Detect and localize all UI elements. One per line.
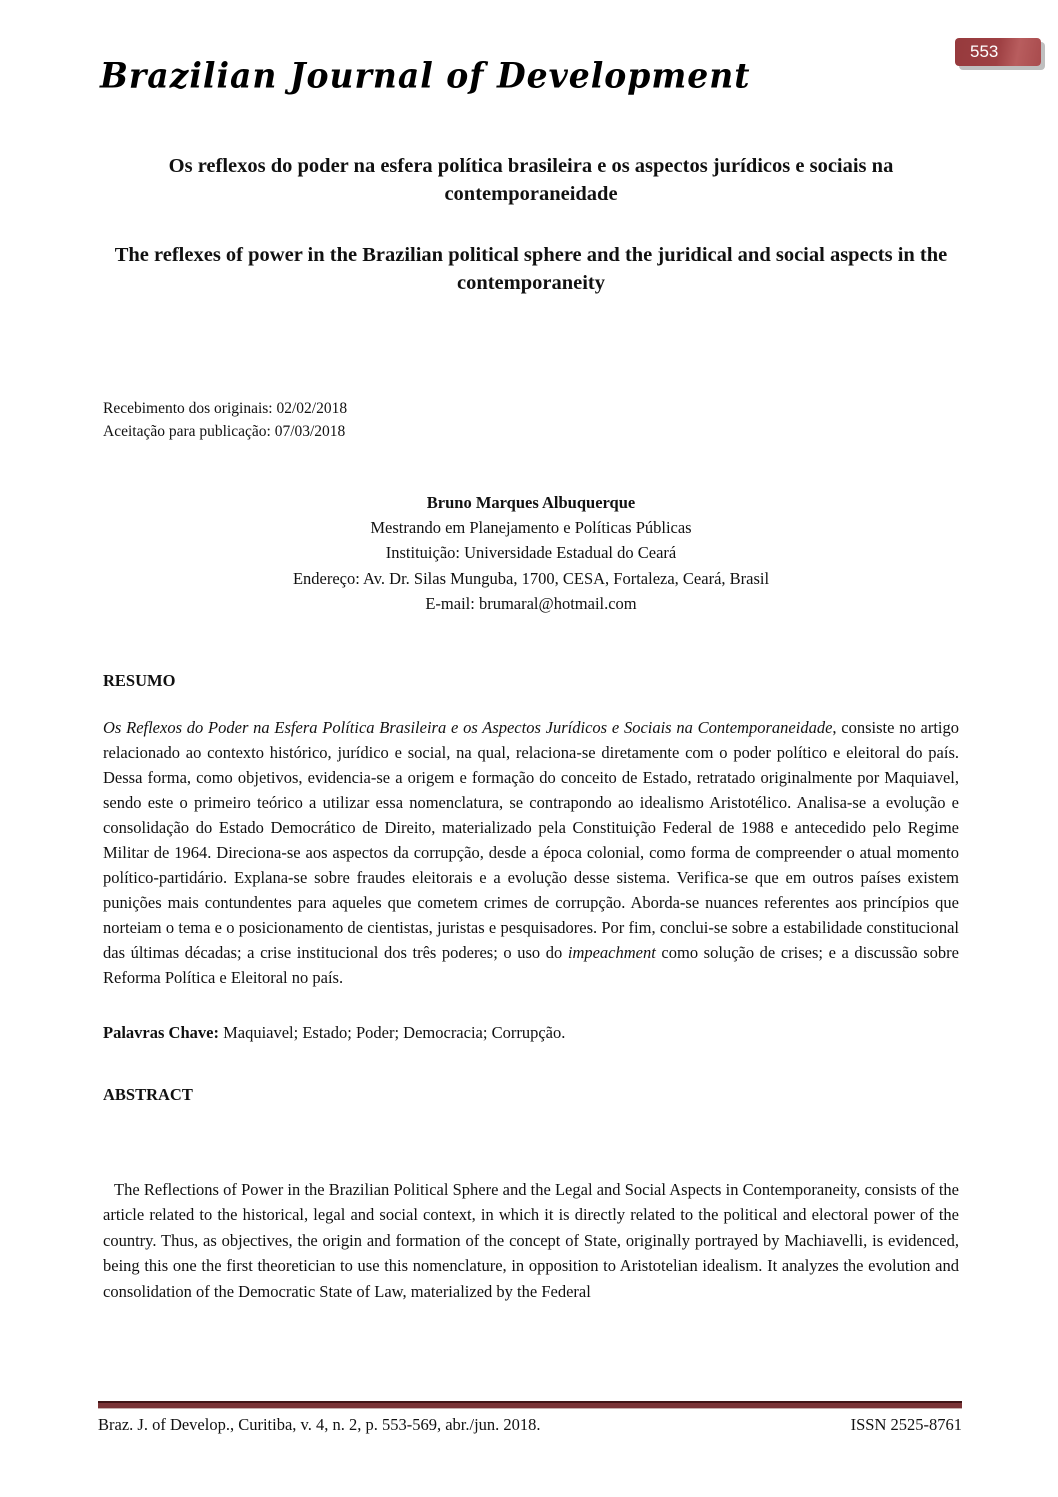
impeachment-term: impeachment [567, 943, 656, 963]
resumo-body-2: como solução de crises; e a discussão sobre Reforma Política e Eleitoral no país. [103, 943, 960, 988]
resumo-lead-italic: Os Reflexos do Poder na Esfera Política Brasileira e os Aspectos Jurídicos e Sociais na Contemporaneidade [103, 717, 833, 737]
author-address: Endereço: Av. Dr. Silas Munguba, 1700, CESA, Fortaleza, Ceará, Brasil [292, 568, 770, 588]
author-email: E-mail: brumaral@hotmail.com [425, 594, 637, 614]
article-page [103, 0, 959, 1304]
submission-dates [103, 397, 959, 444]
resumo-body-1: , consiste no artigo relacionado ao contexto histórico, jurídico e social, na qual, relaciona-se diretamente com o poder político e eleitoral do país. Dessa forma, como objetivos, evidencia-se a origem e formação do conceito de Estado, retratado originalmente por Maquiavel, sendo este o primeiro teórico a utilizar essa nomenclatura, se contrapondo ao idealismo Aristotélico. Analisa-se a evolução e consolidação do Estado Democrático de Direito, materializado pela Constituição Federal de 1988 e antecedido pelo Regime Militar de 1964. Direciona-se aos aspectos da corrupção, desde a época colonial, como forma de compreender o atual momento político-partidário. Explana-se sobre fraudes eleitorais e a evolução desse sistema. Verifica-se que em outros países existem punições mais contundentes para aqueles que cometem crimes de corrupção. Aborda-se nuances referentes aos princípios que norteiam o tema e o posicionamento de cientistas, juristas e pesquisadores. Por fim, conclui-se sobre a estabilidade constitucional das últimas décadas; a crise institucional dos três poderes; o uso do [103, 717, 959, 963]
received-date: Recebimento dos originais: 02/02/2018 [103, 400, 348, 418]
journal-logo: Brazilian Journal of Development [100, 55, 751, 96]
keywords-label: Palavras Chave: [103, 1022, 219, 1042]
abstract-paragraph: The Reflections of Power in the Brazilian Political Sphere and the Legal and Social Aspects in Contemporaneity, consists of the article related to the historical, legal and social context, in which it is directly related to the political and electoral power of the country. Thus, as objectives, the origin and formation of the concept of State, originally portrayed by Machiavelli, is evidenced, being this one the first theoretician to use this nomenclature, in opposition to Aristotelian idealism. It analyzes the evolution and consolidation of the Democratic State of Law, materialized by the Federal [103, 1179, 959, 1301]
footer-issn: ISSN 2525-8761 [850, 1415, 962, 1434]
article-title-en: The reflexes of power in the Brazilian political sphere and the juridical and social aspects in the contemporaneity [114, 243, 948, 294]
resumo-paragraph [103, 715, 959, 991]
page-footer [98, 1401, 962, 1435]
keywords-line [103, 1023, 959, 1043]
footer-citation: Braz. J. of Develop., Curitiba, v. 4, n. 2, p. 553-569, abr./jun. 2018. [98, 1415, 541, 1434]
resumo-heading: RESUMO [103, 670, 176, 690]
author-institution: Instituição: Universidade Estadual do Ceará [385, 543, 677, 563]
abstract-heading: ABSTRACT [103, 1084, 193, 1104]
page-number-badge: 553 [955, 38, 1041, 66]
author-role: Mestrando em Planejamento e Políticas Públicas [370, 518, 692, 538]
footer-rule [98, 1401, 962, 1409]
author-name: Bruno Marques Albuquerque [426, 492, 636, 512]
accepted-date: Aceitação para publicação: 07/03/2018 [103, 423, 346, 441]
article-title-pt: Os reflexos do poder na esfera política brasileira e os aspectos jurídicos e sociais na contemporaneidade [168, 155, 894, 206]
author-block [103, 490, 959, 617]
keywords-value: Maquiavel; Estado; Poder; Democracia; Corrupção. [218, 1022, 566, 1042]
